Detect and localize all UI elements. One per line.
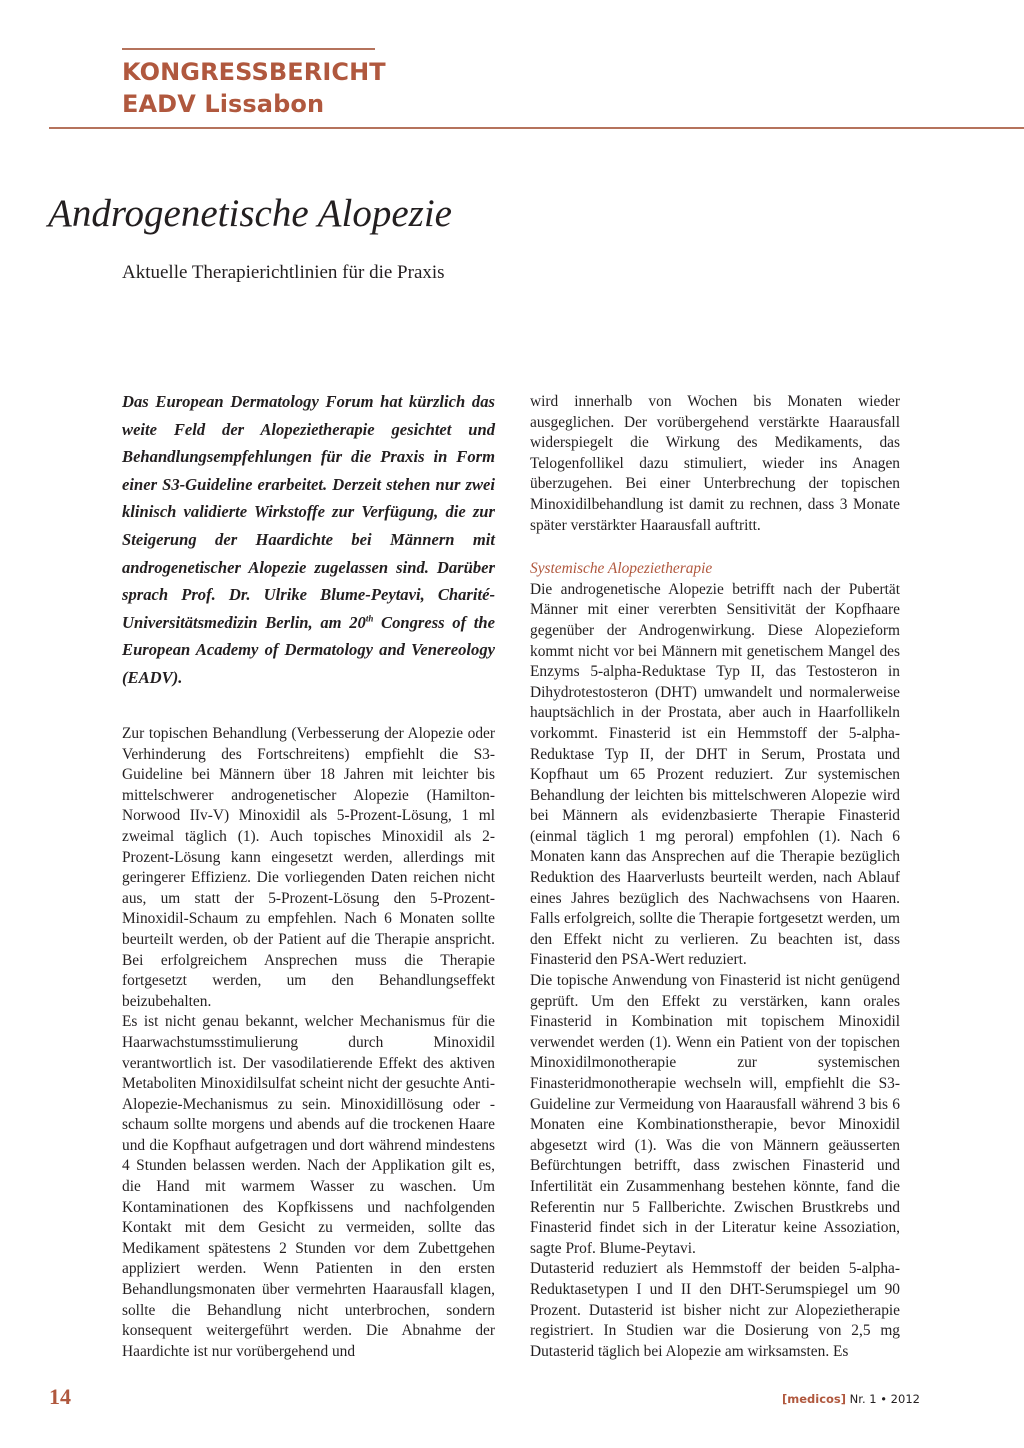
section-header [122,56,386,120]
lead-text-end: Congress of the European Academy of Dermatology and Venereology (EADV). [122,612,495,687]
left-column [122,724,495,1362]
body-paragraph: Zur topischen Behandlung (Verbesserung der Alopezie oder Verhinderung des Fortschreitens) empfiehlt die S3-Guideline bei Männern über 18 Jahren mit leichter bis mittelschwerer androgenetischer Alopezie (Hamilton-Norwood IIv-V) Minoxidil als 5-Prozent-Lösung, 1 ml zweimal täglich (1). Auch topisches Minoxidil als 2-Prozent-Lösung kann eingesetzt werden, allerdings mit geringerer Effizienz. Die vorliegenden Daten reichen nicht aus, um statt der 5-Prozent-Lösung den 5-Prozent-Minoxidil-Schaum zu empfehlen. Nach 6 Monaten sollte beurteilt werden, ob der Patient auf die Therapie anspricht. Bei erfolgreichem Ansprechen muss die Therapie fortgesetzt werden, um den Behandlungseffekt beizubehalten. [122,725,495,1010]
header-top-rule [122,48,375,50]
footer-issue [782,1392,920,1406]
magazine-brand: [medicos] [782,1392,847,1406]
right-column [530,392,900,1362]
body-paragraph: Dutasterid reduziert als Hemmstoff der beiden 5-alpha-Reduktasetypen I und II den DHT-Serumspiegel um 90 Prozent. Dutasterid ist bisher nicht zur Alopezietherapie registriert. In Studien war die Dosierung von 2,5 mg Dutasterid täglich bei Alopezie am wirksamsten. Es [530,1260,900,1360]
article-title: Androgenetische Alopezie [48,192,452,235]
lead-text: Das European Dermatology Forum hat kürzlich das weite Feld der Alopezietherapie gesichtet und Behandlungsempfehlungen für die Praxis in Form einer S3-Guideline erarbeitet. Derzeit stehen nur zwei klinisch validierte Wirkstoffe zur Verfügung, die zur Steigerung der Haardichte bei Männern mit androgenetischer Alopezie zugelassen sind. Darüber sprach Prof. Dr. Ulrike Blume-Peytavi, Charité-Universitätsmedizin Berlin, am 20 [122,392,495,632]
lead-superscript: th [365,613,374,624]
body-paragraph: Die topische Anwendung von Finasterid ist nicht genügend geprüft. Um den Effekt zu verstärken, kann orales Finasterid in Kombination mit topischem Minoxidil verwendet werden (1). Wenn ein Patient von der topischen Minoxidilmonotherapie zur systemischen Finasteridmonotherapie wechseln will, empfiehlt die S3-Guideline zur Vermeidung von Haarausfall während 3 bis 6 Monaten eine Kombinationstherapie, bevor Minoxidil abgesetzt wird (1). Was die von Männern geäusserten Befürchtungen betrifft, dass zwischen Finasterid und Infertilität ein Zusammenhang bestehen könnte, fand die Referentin nur 5 Fallberichte. Zwischen Brustkrebs und Finasterid findet sich in der Literatur keine Assoziation, sagte Prof. Blume-Peytavi. [530,972,900,1257]
event-label: EADV Lissabon [122,90,325,118]
body-paragraph: wird innerhalb von Wochen bis Monaten wieder ausgeglichen. Der vorübergehend verstärkte Haarausfall widerspiegelt die Wirkung des Medikaments, das Telogenfollikel dazu stimuliert, wieder ins Anagen überzugehen. Bei einer Unterbrechung der topischen Minoxidilbehandlung ist damit zu rechnen, dass 3 Monate später verstärkter Haarausfall auftritt. [530,393,900,534]
body-paragraph: Es ist nicht genau bekannt, welcher Mechanismus für die Haarwachstumsstimulierung durch Minoxidil verantwortlich ist. Der vasodilatierende Effekt des aktiven Metaboliten Minoxidilsulfat scheint nicht der gesuchte Anti-Alopezie-Mechanismus zu sein. Minoxidillösung oder -schaum sollte morgens und abends auf die trockenen Haare und die Kopfhaut aufgetragen und dort während mindestens 4 Stunden belassen werden. Nach der Applikation gilt es, die Hand mit warmem Wasser zu waschen. Um Kontaminationen des Kopfkissens und nachfolgenden Kontakt mit dem Gesicht zu vermeiden, sollte das Medikament spätestens 2 Stunden vor dem Zubettgehen appliziert werden. Wenn Patienten in den ersten Behandlungsmonaten über vermehrten Haarausfall klagen, sollte die Behandlung nicht unterbrochen, sondern konsequent weitergeführt werden. Die Abnahme der Haardichte ist nur vorübergehend und [122,1013,495,1360]
section-label: KONGRESSBERICHT [122,58,386,86]
article-subtitle: Aktuelle Therapierichtlinien für die Praxis [122,262,445,283]
issue-label: Nr. 1 • 2012 [846,1392,920,1406]
article-lead [122,388,495,692]
body-paragraph: Die androgenetische Alopezie betrifft nach der Pubertät Männer mit einer vererbten Sensitivität der Kopfhaare gegenüber der Androgenwirkung. Diese Alopezieform kommt nicht vor bei Männern mit genetischem Mangel des Enzyms 5-alpha-Reduktase Typ II, das Testosteron in Dihydrotestosteron (DHT) umwandelt und normalerweise hauptsächlich in der Prostata, aber auch in Haarfollikeln vorkommt. Finasterid ist ein Hemmstoff der 5-alpha-Reduktase Typ II, der DHT in Serum, Prostata und Kopfhaut um 65 Prozent reduziert. Zur systemischen Behandlung der leichten bis mittelschweren Alopezie wird bei Männern als evidenzbasierte Therapie Finasterid (einmal täglich 1 mg peroral) empfohlen (1). Nach 6 Monaten kann das Ansprechen auf die Therapie bezüglich Reduktion des Haarverlusts beurteilt werden, nach Ablauf eines Jahres bezüglich des Nachwachsens von Haaren. Falls erfolgreich, sollte die Therapie fortgesetzt werden, um den Effekt nicht zu verlieren. Zu beachten ist, dass Finasterid den PSA-Wert reduziert. [530,580,900,969]
section-subheading: Systemische Alopezietherapie [530,560,713,578]
header-divider [49,127,1024,129]
page-number: 14 [49,1384,71,1409]
